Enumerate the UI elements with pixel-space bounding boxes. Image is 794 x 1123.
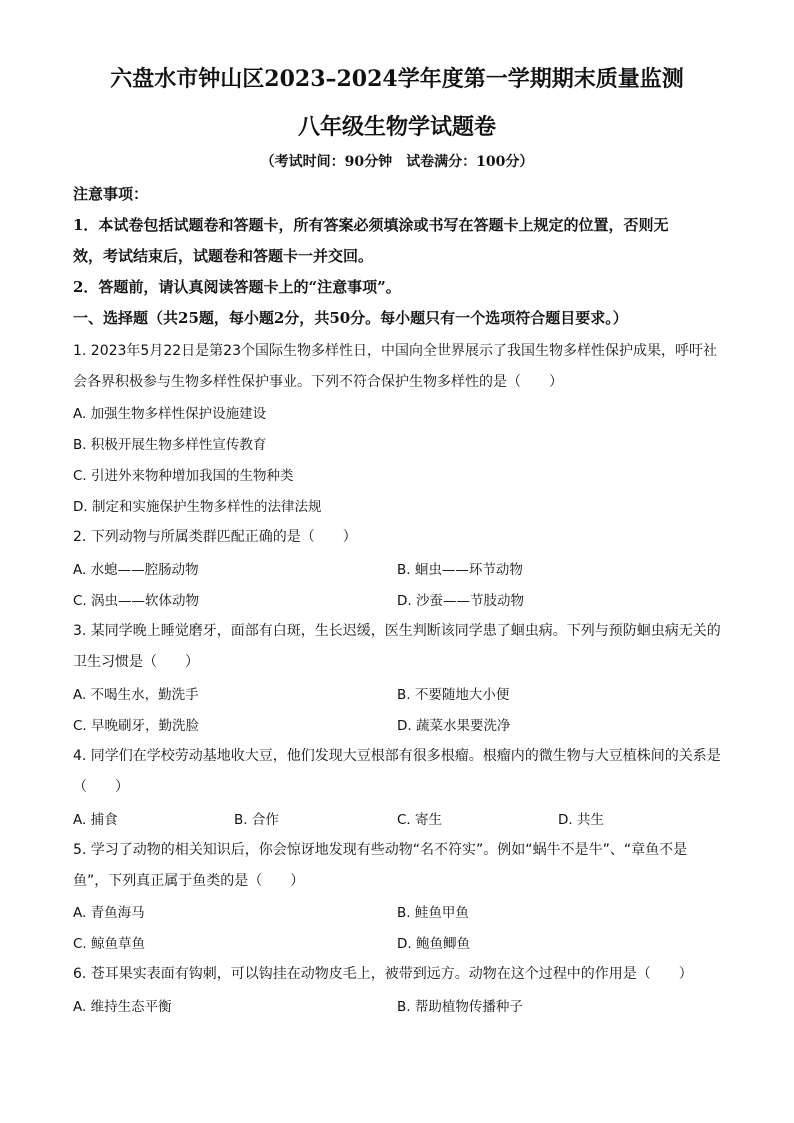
notes-heading: 注意事项： xyxy=(73,185,149,203)
question-2-option-d: D. 沙蚕——节肢动物 xyxy=(397,593,524,609)
exam-subtitle-title: 八年级生物学试题卷 xyxy=(297,114,496,140)
question-4-option-c: C. 寄生 xyxy=(397,812,443,828)
question-3-option-b: B. 不要随地大小便 xyxy=(397,687,510,703)
question-5-option-a: A. 青鱼海马 xyxy=(73,905,145,921)
question-5-option-b: B. 鲑鱼甲鱼 xyxy=(397,905,469,921)
question-5-line-1: 5. 学习了动物的相关知识后，你会惊讶地发现有些动物“名不符实”。例如“蜗牛不是牛”、“章鱼不是 xyxy=(73,842,688,858)
question-5-line-2: 鱼”，下列真正属于鱼类的是（ ） xyxy=(73,873,305,889)
note-item-1-line-2: 效，考试结束后，试题卷和答题卡一并交回。 xyxy=(73,247,374,265)
question-3-option-d: D. 蔬菜水果要洗净 xyxy=(397,718,511,734)
question-4-line-1: 4. 同学们在学校劳动基地收大豆，他们发现大豆根部有很多根瘤。根瘤内的微生物与大豆植株间的关系是 xyxy=(73,748,721,764)
question-4-line-2: （ ） xyxy=(73,779,129,795)
question-6-option-b: B. 帮助植物传播种子 xyxy=(397,999,523,1015)
note-item-1-line-1: 1．本试卷包括试题卷和答题卡，所有答案必须填涂或书写在答题卡上规定的位置，否则无 xyxy=(73,216,669,234)
question-1-option-b: B. 积极开展生物多样性宣传教育 xyxy=(73,437,267,453)
question-6-option-a: A. 维持生态平衡 xyxy=(73,999,172,1015)
section-1-heading: 一、选择题（共25题，每小题2分，共50分。每小题只有一个选项符合题目要求。） xyxy=(73,309,628,327)
question-5-option-d: D. 鲍鱼鲫鱼 xyxy=(397,936,470,952)
question-1-line-2: 会各界积极参与生物多样性保护事业。下列不符合保护生物多样性的是（ ） xyxy=(73,374,563,390)
question-2-line-1: 2. 下列动物与所属类群匹配正确的是（ ） xyxy=(73,529,357,545)
question-4-option-a: A. 捕食 xyxy=(73,812,118,828)
question-3-option-a: A. 不喝生水，勤洗手 xyxy=(73,687,199,703)
exam-title: 六盘水市钟山区2023–2024学年度第一学期期末质量监测 xyxy=(110,66,684,92)
exam-time-and-score: （考试时间：90分钟 试卷满分：100分） xyxy=(260,154,534,170)
question-6-line-1: 6. 苍耳果实表面有钩刺，可以钩挂在动物皮毛上，被带到远方。动物在这个过程中的作用是（ ） xyxy=(73,966,693,982)
question-3-line-2: 卫生习惯是（ ） xyxy=(73,654,199,670)
question-1-line-1: 1. 2023年5月22日是第23个国际生物多样性日，中国向全世界展示了我国生物多样性保护成果，呼吁社 xyxy=(73,343,717,359)
question-1-option-c: C. 引进外来物种增加我国的生物种类 xyxy=(73,468,294,484)
question-4-option-b: B. 合作 xyxy=(234,812,279,828)
question-2-option-a: A. 水螅——腔肠动物 xyxy=(73,562,199,578)
question-1-option-d: D. 制定和实施保护生物多样性的法律法规 xyxy=(73,499,322,515)
question-5-option-c: C. 鲸鱼草鱼 xyxy=(73,936,146,952)
question-2-option-c: C. 涡虫——软体动物 xyxy=(73,593,200,609)
question-3-option-c: C. 早晚刷牙，勤洗脸 xyxy=(73,718,200,734)
note-item-2: 2．答题前，请认真阅读答题卡上的“注意事项”。 xyxy=(73,278,401,296)
question-2-option-b: B. 蛔虫——环节动物 xyxy=(397,562,523,578)
question-3-line-1: 3. 某同学晚上睡觉磨牙，面部有白斑，生长迟缓，医生判断该同学患了蛔虫病。下列与预防蛔虫病无关的 xyxy=(73,623,721,639)
question-4-option-d: D. 共生 xyxy=(558,812,604,828)
question-1-option-a: A. 加强生物多样性保护设施建设 xyxy=(73,406,267,422)
